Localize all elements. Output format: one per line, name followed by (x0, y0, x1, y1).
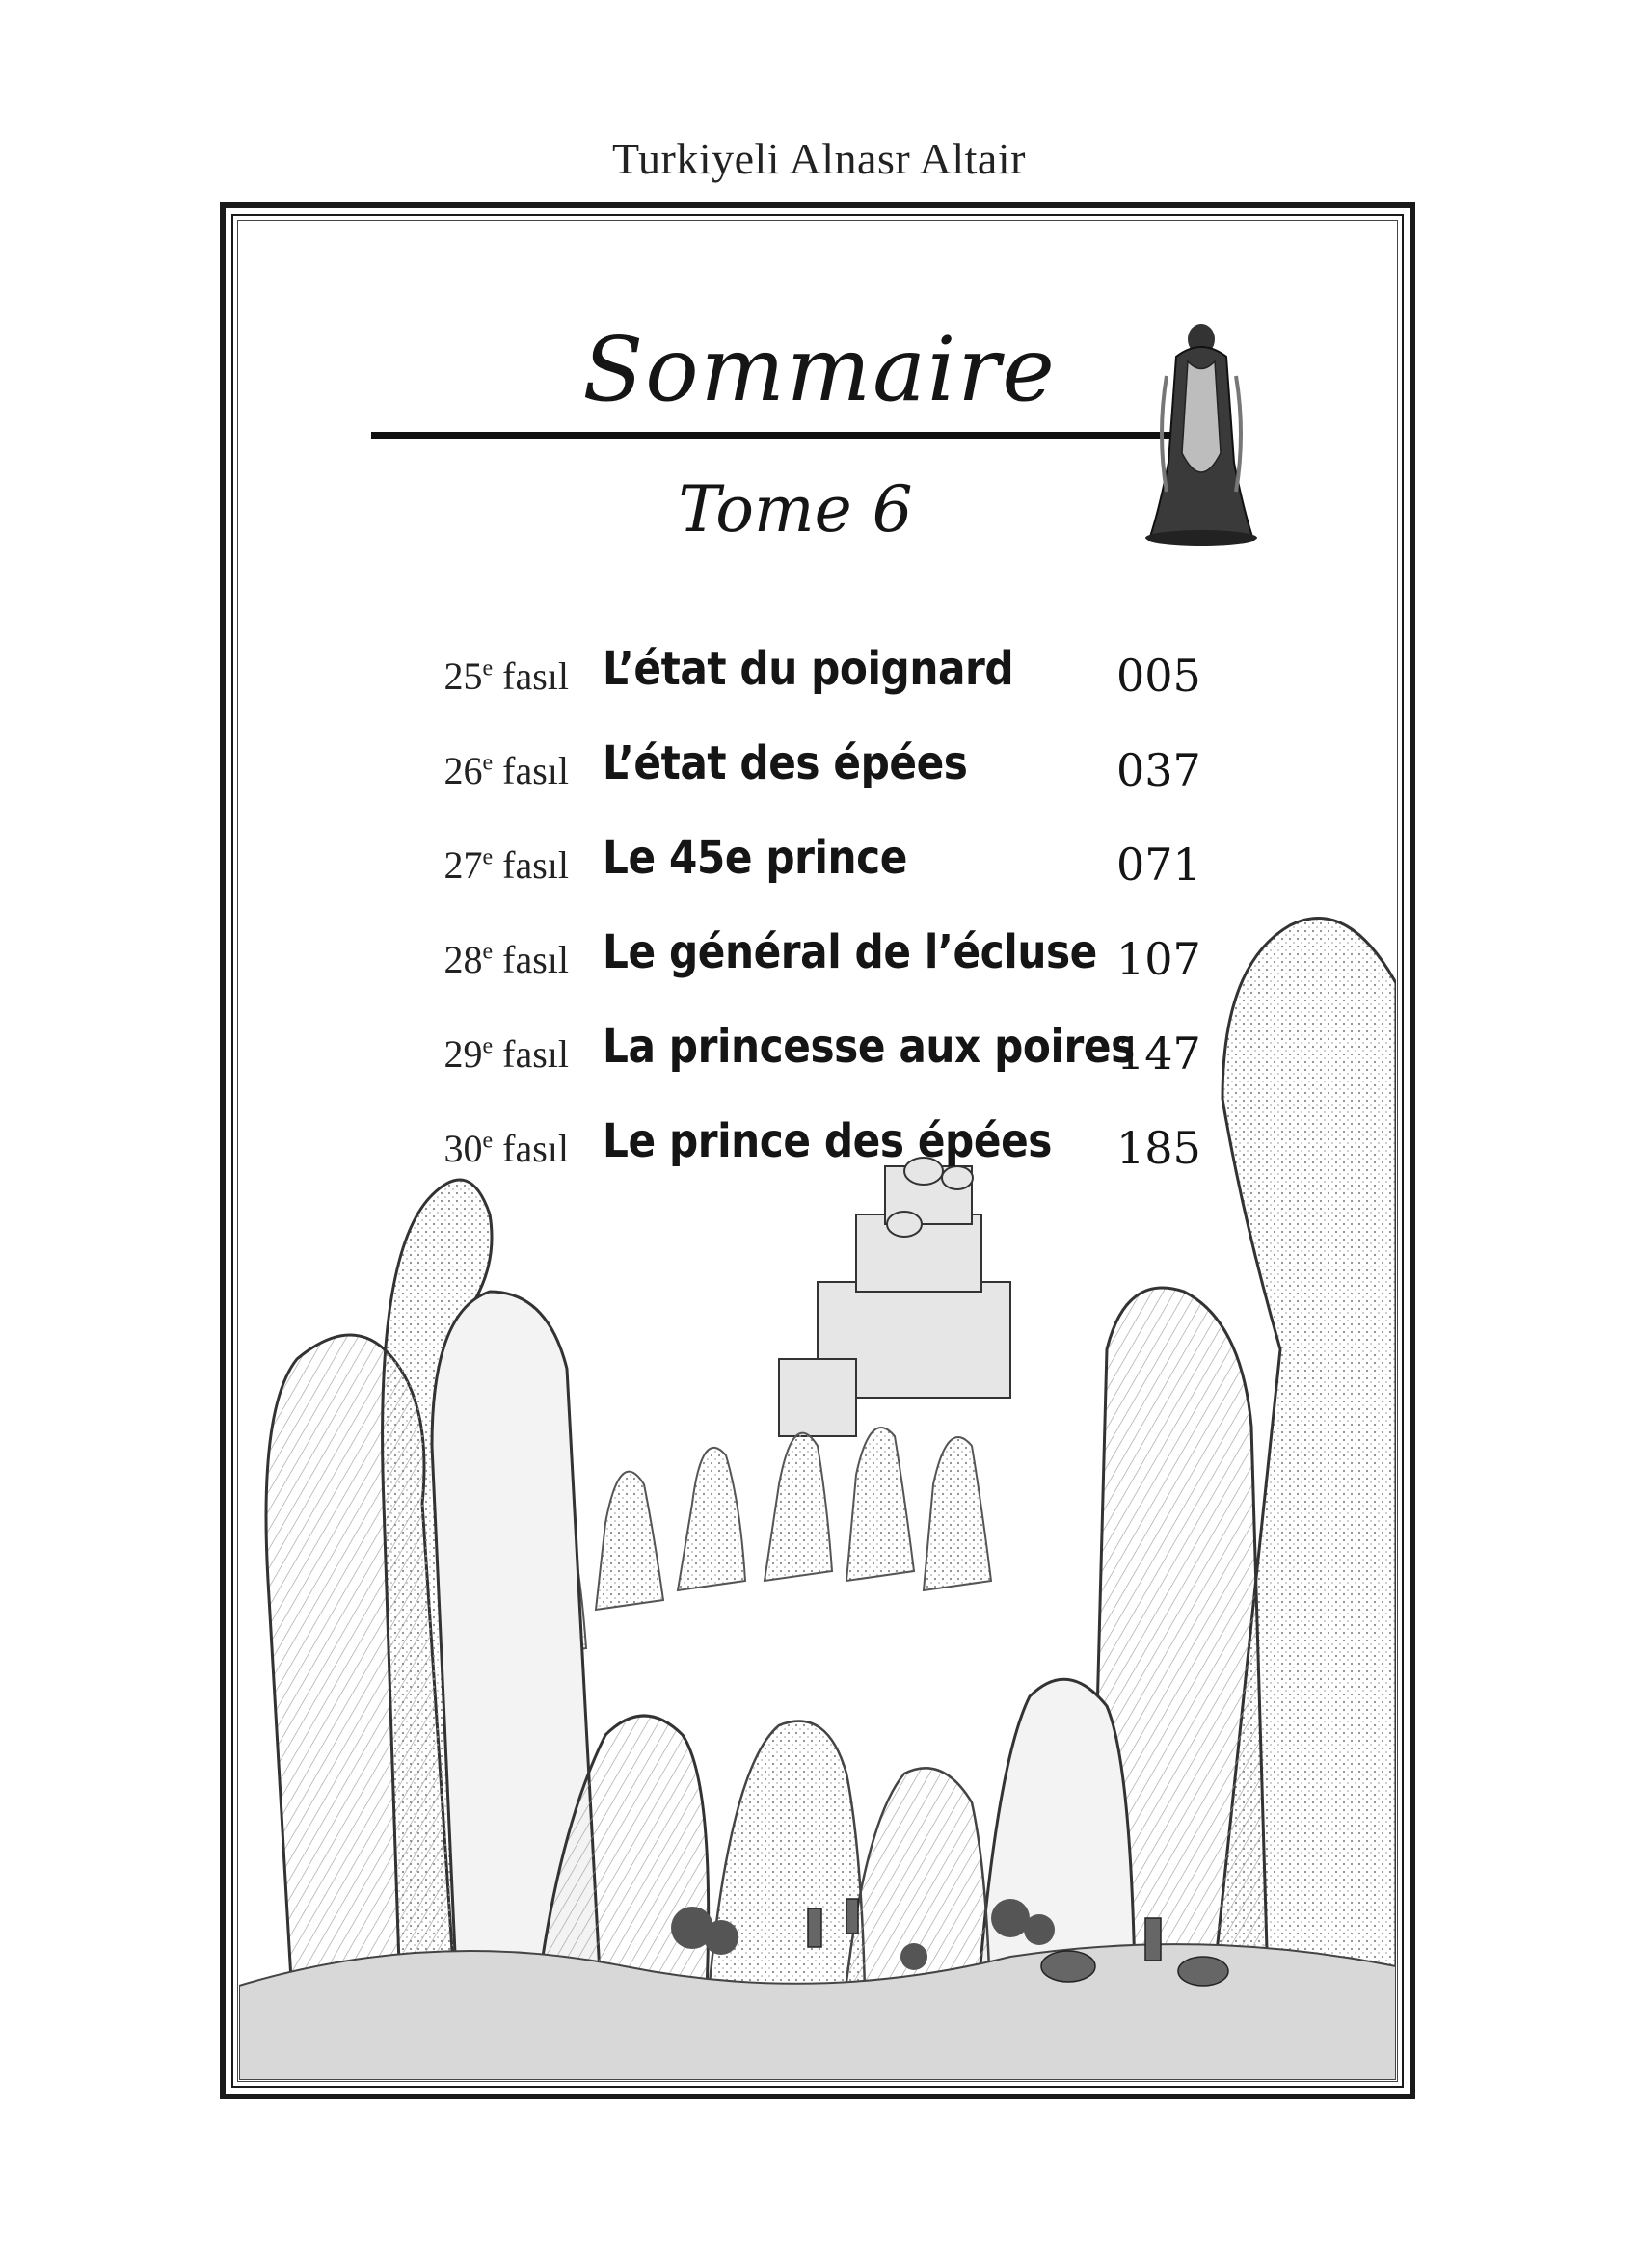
chapter-number: 29e fasıl (443, 1032, 569, 1076)
toc-row[interactable] (386, 825, 1234, 902)
toc-row[interactable] (386, 920, 1234, 997)
chapter-page: 005 (1116, 650, 1201, 702)
volume-title: Tome 6 (678, 472, 913, 547)
chapter-title: L’état du poignard (603, 642, 1014, 696)
chapter-page: 037 (1116, 744, 1201, 796)
chapter-page: 147 (1116, 1027, 1201, 1080)
chapter-number: 30e fasıl (443, 1127, 569, 1170)
veiled-woman-illustration (1138, 318, 1263, 549)
chapter-number: 27e fasıl (443, 843, 569, 887)
chapter-page: 185 (1116, 1122, 1201, 1174)
series-title: Turkiyeli Alnasr Altair (612, 134, 1026, 183)
chapter-number: 26e fasıl (443, 749, 569, 792)
citadel (779, 1158, 1010, 1436)
chapter-page: 107 (1116, 933, 1201, 985)
contents-heading: Sommaire (582, 318, 1057, 421)
chapter-title: La princesse aux poires (603, 1020, 1135, 1074)
chapter-title: Le 45e prince (603, 831, 907, 885)
chapter-title: L’état des épées (603, 736, 968, 790)
chapter-title: Le général de l’écluse (603, 925, 1097, 979)
toc-row[interactable] (386, 1108, 1234, 1186)
toc-row[interactable] (386, 731, 1234, 808)
chapter-title: Le prince des épées (603, 1114, 1052, 1168)
toc-row[interactable] (386, 1014, 1234, 1091)
toc-row[interactable] (386, 636, 1234, 713)
chapter-number: 28e fasıl (443, 938, 569, 981)
chapter-number: 25e fasıl (443, 654, 569, 698)
chapter-page: 071 (1116, 839, 1201, 891)
heading-rule (371, 432, 1171, 439)
